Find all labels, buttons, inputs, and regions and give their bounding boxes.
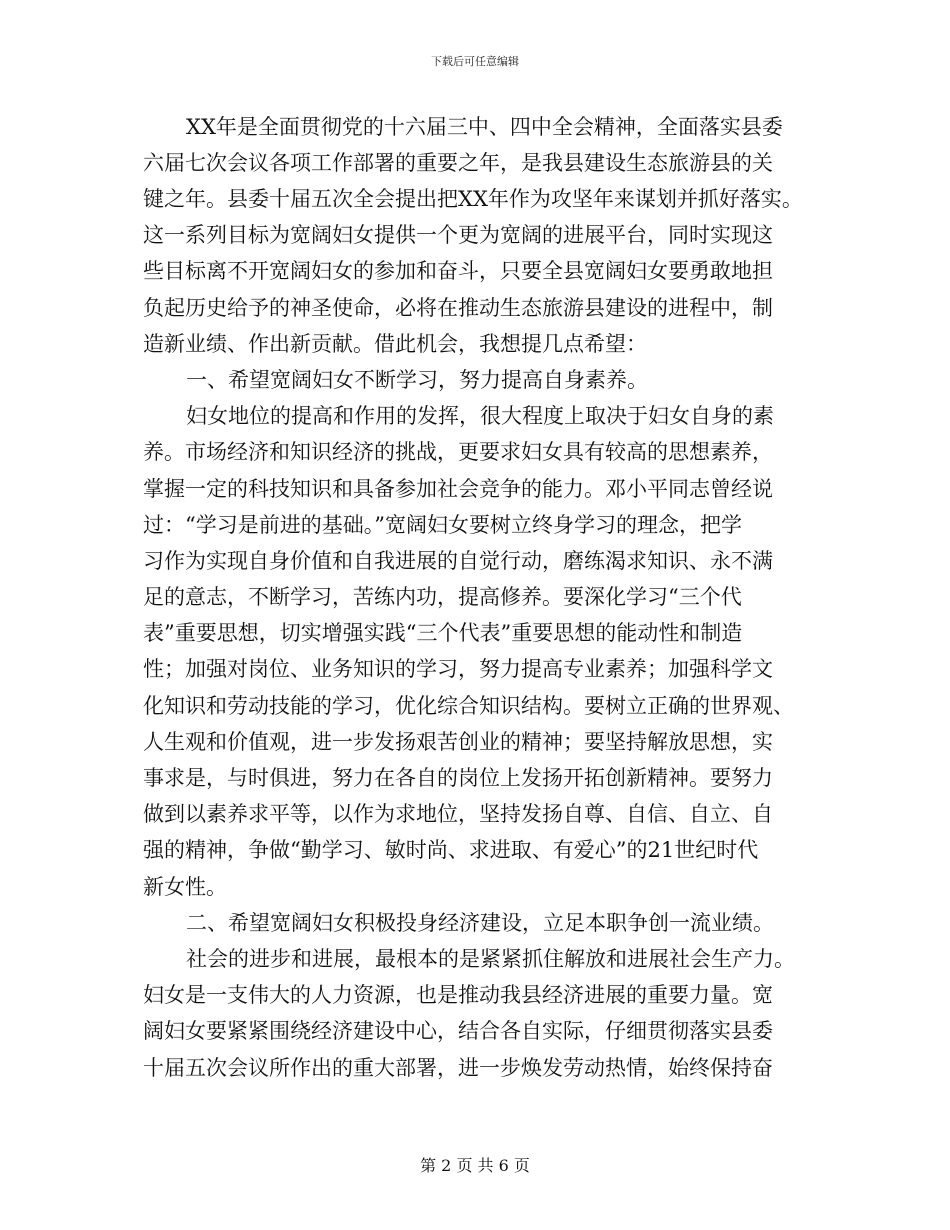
text-line: 妇女是一支伟大的人力资源，也是推动我县经济进展的重要力量。宽	[143, 983, 773, 1007]
text-line: 过：“学习是前进的基础。”宽阔妇女要树立终身学习的理念，把学	[143, 513, 742, 537]
text-line: 键之年。县委十届五次全会提出把XX年作为攻坚年来谋划并抓好落实。	[143, 187, 803, 211]
text-line: 强的精神，争做“勤学习、敏时尚、求进取、有爱心”的21世纪时代	[143, 838, 759, 862]
text-line: 养。市场经济和知识经济的挑战，更要求妇女具有较高的思想素养，	[143, 440, 773, 464]
text-line: XX年是全面贯彻党的十六届三中、四中全会精神，全面落实县委	[186, 115, 783, 139]
text-line: 阔妇女要紧紧围绕经济建设中心，结合各自实际，仔细贯彻落实县委	[143, 1019, 773, 1043]
text-line: 新女性。	[143, 875, 227, 899]
text-line: 这一系列目标为宽阔妇女提供一个更为宽阔的进展平台，同时实现这	[143, 223, 773, 247]
page-header: 下载后可任意编辑	[431, 55, 519, 68]
text-line: 人生观和价值观，进一步发扬艰苦创业的精神；要坚持解放思想，实	[143, 730, 773, 754]
text-line: 表”重要思想，切实增强实践“三个代表”重要思想的能动性和制造	[143, 621, 743, 645]
text-line: 妇女地位的提高和作用的发挥，很大程度上取决于妇女自身的素	[186, 404, 774, 428]
section-heading: 二、希望宽阔妇女积极投身经济建设，立足本职争创一流业绩。	[186, 911, 774, 935]
text-line: 事求是，与时俱进，努力在各自的岗位上发扬开拓创新精神。要努力	[143, 766, 773, 790]
text-line: 负起历史给予的神圣使命，必将在推动生态旅游县建设的进程中，制	[143, 296, 773, 320]
page-number-footer: 第 2 页 共 6 页	[420, 1156, 530, 1175]
text-line: 掌握一定的科技知识和具备参加社会竞争的能力。邓小平同志曾经说	[143, 477, 773, 501]
text-line: 些目标离不开宽阔妇女的参加和奋斗，只要全县宽阔妇女要勇敢地担	[143, 259, 773, 283]
text-line: 化知识和劳动技能的学习，优化综合知识结构。要树立正确的世界观、	[143, 694, 794, 718]
text-line: 习作为实现自身价值和自我进展的自觉行动，磨练渴求知识、永不满	[143, 549, 773, 573]
text-line: 性；加强对岗位、业务知识的学习，努力提高专业素养；加强科学文	[143, 657, 773, 681]
text-line: 社会的进步和进展，最根本的是紧紧抓住解放和进展社会生产力。	[186, 947, 795, 971]
section-heading: 一、希望宽阔妇女不断学习，努力提高自身素养。	[186, 368, 648, 392]
text-line: 足的意志，不断学习，苦练内功，提高修养。要深化学习“三个代	[143, 585, 742, 609]
text-line: 十届五次会议所作出的重大部署，进一步焕发劳动热情，始终保持奋	[143, 1056, 773, 1080]
text-line: 六届七次会议各项工作部署的重要之年，是我县建设生态旅游县的关	[143, 151, 773, 175]
text-line: 做到以素养求平等，以作为求地位，坚持发扬自尊、自信、自立、自	[143, 802, 773, 826]
text-line: 造新业绩、作出新贡献。借此机会，我想提几点希望：	[143, 332, 647, 356]
